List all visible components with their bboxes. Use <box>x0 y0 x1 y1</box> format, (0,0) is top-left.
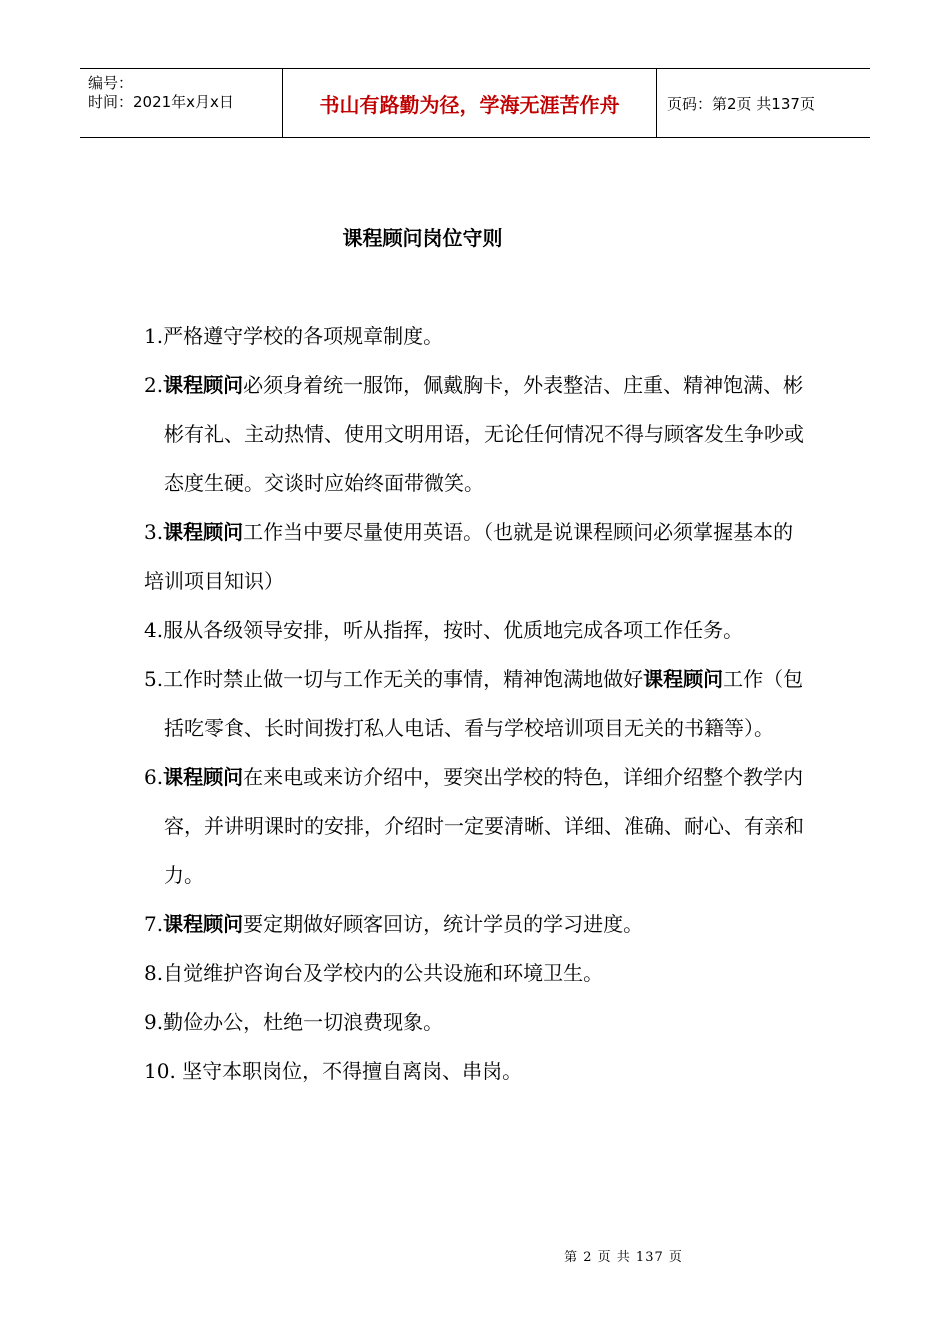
rule-text: 在来电或来访介绍中，要突出学校的特色，详细介绍整个教学内容，并讲明课时的安排，介绍时一定要清晰、详细、准确、耐心、有亲和力。 <box>164 765 804 887</box>
rule-text: 自觉维护咨询台及学校内的公共设施和环境卫生。 <box>163 961 604 985</box>
rule-item <box>144 949 812 998</box>
rule-text: 勤俭办公，杜绝一切浪费现象。 <box>163 1010 444 1034</box>
rule-item <box>144 606 812 655</box>
header-page-info: 页码：第2页 共137页 <box>667 94 815 113</box>
rule-number: 5. <box>144 667 164 691</box>
rule-text: 服从各级领导安排，听从指挥，按时、优质地完成各项工作任务。 <box>163 618 744 642</box>
rule-item <box>144 753 812 900</box>
rule-text: 必须身着统一服饰，佩戴胸卡，外表整洁、庄重、精神饱满、彬彬有礼、主动热情、使用文明用语，无论任何情况不得与顾客发生争吵或态度生硬。交谈时应始终面带微笑。 <box>164 373 804 495</box>
rule-number: 1. <box>144 324 164 348</box>
rule-number: 9. <box>144 1010 164 1034</box>
document-date: 时间：2021年x月x日 <box>88 93 234 111</box>
rule-number: 2. <box>144 373 164 397</box>
rule-text: 工作当中要尽量使用英语。（也就是说课程顾问必须掌握基本的培训项目知识） <box>144 520 794 593</box>
header-right-cell <box>657 69 870 137</box>
rules-list <box>144 312 812 1096</box>
rule-text-prefix: 工作时禁止做一切与工作无关的事情，精神饱满地做好 <box>163 667 644 691</box>
rule-text: 坚守本职岗位，不得擅自离岗、串岗。 <box>175 1059 523 1083</box>
rule-text: 工作（包括吃零食、长时间拨打私人电话、看与学校培训项目无关的书籍等）。 <box>164 667 804 740</box>
rule-keyword: 课程顾问 <box>163 765 244 789</box>
rule-number: 4. <box>144 618 164 642</box>
rule-item <box>144 655 812 753</box>
rule-number: 7. <box>144 912 164 936</box>
rule-item <box>144 998 812 1047</box>
rule-keyword: 课程顾问 <box>163 912 244 936</box>
header-middle-cell <box>283 69 657 137</box>
rule-keyword: 课程顾问 <box>163 373 244 397</box>
rule-number: 3. <box>144 520 164 544</box>
rule-number: 6. <box>144 765 164 789</box>
rule-keyword: 课程顾问 <box>643 667 724 691</box>
header-table <box>80 68 870 138</box>
rule-item <box>144 1047 812 1096</box>
header-left-cell <box>80 69 283 137</box>
rule-item <box>144 900 812 949</box>
rule-item <box>144 508 812 606</box>
page-footer: 第 2 页 共 137 页 <box>564 1250 683 1265</box>
rule-keyword: 课程顾问 <box>163 520 244 544</box>
rule-text: 严格遵守学校的各项规章制度。 <box>163 324 444 348</box>
rule-item <box>144 361 812 508</box>
rule-text: 要定期做好顾客回访，统计学员的学习进度。 <box>243 912 644 936</box>
document-title: 课程顾问岗位守则 <box>342 226 503 250</box>
rule-item <box>144 312 812 361</box>
rule-number: 8. <box>144 961 164 985</box>
document-code-label: 编号： <box>88 74 134 92</box>
rule-number: 10. <box>144 1059 176 1083</box>
header-motto: 书山有路勤为径，学海无涯苦作舟 <box>319 92 620 117</box>
